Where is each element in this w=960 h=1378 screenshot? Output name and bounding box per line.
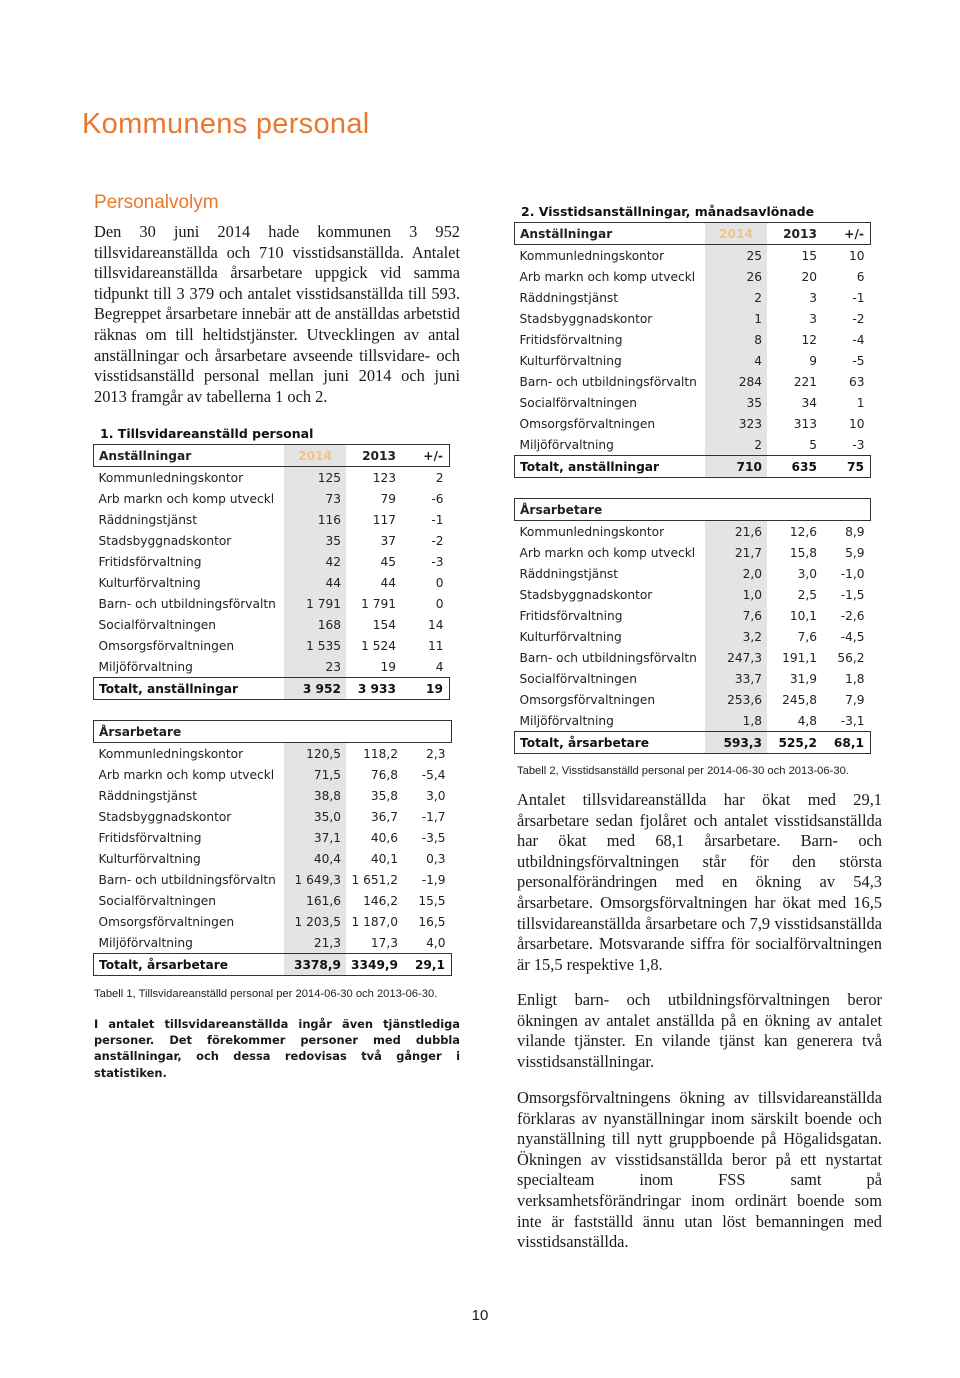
row-label: Arb markn och komp utveckl bbox=[98, 491, 275, 506]
value-diff: -2 bbox=[852, 311, 865, 326]
table-row bbox=[515, 434, 871, 456]
value-diff: -1,7 bbox=[421, 809, 446, 824]
value-2014: 71,5 bbox=[284, 764, 346, 785]
value-2014: 1 649,3 bbox=[284, 869, 346, 890]
value-diff: -3 bbox=[431, 554, 444, 569]
value-2013: 79 bbox=[380, 491, 396, 506]
table-row bbox=[515, 266, 871, 287]
row-label: Räddningstjänst bbox=[519, 566, 619, 581]
value-2013: 40,6 bbox=[370, 830, 399, 845]
value-diff: 2,3 bbox=[426, 746, 446, 761]
row-label: Fritidsförvaltning bbox=[98, 830, 202, 845]
value-2013: 19 bbox=[380, 659, 396, 674]
row-label: Miljöförvaltning bbox=[519, 437, 614, 452]
value-diff: -1,5 bbox=[840, 587, 865, 602]
table1-ars-body bbox=[94, 721, 452, 976]
header-empty-cell bbox=[346, 721, 404, 743]
value-2013: 2,5 bbox=[797, 587, 817, 602]
row-label: Stadsbyggnadskontor bbox=[519, 587, 653, 602]
value-diff: 6 bbox=[856, 269, 865, 284]
value-2013: 154 bbox=[372, 617, 396, 632]
table-row bbox=[515, 689, 871, 710]
table-row bbox=[94, 635, 450, 656]
section-heading: Personalvolym bbox=[94, 192, 219, 213]
total-2014: 710 bbox=[705, 456, 767, 478]
table-total-row bbox=[94, 954, 452, 976]
table-row bbox=[515, 350, 871, 371]
value-2013: 44 bbox=[380, 575, 396, 590]
total-2013: 3 933 bbox=[357, 681, 396, 696]
value-2013: 12 bbox=[801, 332, 817, 347]
total-2013: 3349,9 bbox=[351, 957, 399, 972]
row-label: Räddningstjänst bbox=[98, 788, 198, 803]
table-row bbox=[94, 551, 450, 572]
value-diff: -2,6 bbox=[840, 608, 865, 623]
row-label: Miljöförvaltning bbox=[98, 659, 193, 674]
value-2014: 284 bbox=[705, 371, 767, 392]
table-row bbox=[94, 827, 452, 848]
value-diff: 0 bbox=[435, 575, 444, 590]
table-row bbox=[94, 488, 450, 509]
value-diff: 11 bbox=[427, 638, 444, 653]
right-paragraph-1: Antalet tillsvidareanställda har ökat med 29,1 årsarbetare sedan fjolåret och antalet visstidsanställda har ökat med 68,1 årsarbetare. Barn- och utbildningsförvaltningen står för den största personalförändringen med en ökning av 54,3 årsarbetare. Omsorgsförvaltningen har ökat med 16,5 tillsvidareanställda årsarbetare och 7,9 visstidsanställda årsarbetare. Motsvarande siffra för socialförvaltningen är 15,5 respektive 1,8. bbox=[517, 790, 882, 974]
row-label: Stadsbyggnadskontor bbox=[98, 809, 232, 824]
column-header-diff: +/- bbox=[423, 448, 443, 463]
row-label: Socialförvaltningen bbox=[98, 617, 217, 632]
value-diff: 0 bbox=[435, 596, 444, 611]
column-header-diff: +/- bbox=[844, 226, 864, 241]
value-diff: 7,9 bbox=[845, 692, 865, 707]
value-2013: 3 bbox=[809, 290, 817, 305]
table-row bbox=[94, 932, 452, 954]
row-label: Miljöförvaltning bbox=[98, 935, 193, 950]
total-2014: 3 952 bbox=[284, 678, 346, 700]
row-label: Kulturförvaltning bbox=[98, 575, 201, 590]
value-2014: 35 bbox=[705, 392, 767, 413]
row-label: Omsorgsförvaltningen bbox=[98, 638, 235, 653]
table2-anst-body bbox=[515, 223, 871, 478]
row-label: Stadsbyggnadskontor bbox=[98, 533, 232, 548]
table-row bbox=[94, 467, 450, 489]
row-label: Kulturförvaltning bbox=[519, 629, 622, 644]
row-label: Barn- och utbildningsförvaltn bbox=[98, 596, 276, 611]
row-label: Fritidsförvaltning bbox=[519, 332, 623, 347]
table-header-row bbox=[515, 499, 871, 521]
value-2014: 35 bbox=[284, 530, 346, 551]
value-diff: 4,0 bbox=[426, 935, 446, 950]
note-paragraph: I antalet tillsvidareanställda ingår även tjänstlediga personer. Det förekommer personer med dubbla anställningar, och dessa redovisas två gånger i statistiken. bbox=[94, 1017, 460, 1080]
value-2013: 76,8 bbox=[370, 767, 399, 782]
value-2014: 21,7 bbox=[705, 542, 767, 563]
total-label: Totalt, anställningar bbox=[520, 459, 660, 474]
value-diff: -1 bbox=[852, 290, 865, 305]
total-diff: 68,1 bbox=[833, 735, 864, 750]
table-row bbox=[515, 329, 871, 350]
value-2014: 323 bbox=[705, 413, 767, 434]
value-diff: 56,2 bbox=[837, 650, 865, 665]
column-header-label: Anställningar bbox=[99, 448, 192, 463]
value-diff: 15,5 bbox=[418, 893, 446, 908]
row-label: Kommunledningskontor bbox=[519, 248, 665, 263]
value-2013: 3 bbox=[809, 311, 817, 326]
value-2013: 36,7 bbox=[370, 809, 399, 824]
value-2013: 40,1 bbox=[370, 851, 399, 866]
value-2013: 35,8 bbox=[370, 788, 399, 803]
value-diff: -1,9 bbox=[421, 872, 446, 887]
value-2014: 33,7 bbox=[705, 668, 767, 689]
section-header-label: Årsarbetare bbox=[99, 724, 182, 739]
value-diff: -5 bbox=[852, 353, 865, 368]
value-2014: 8 bbox=[705, 329, 767, 350]
value-2014: 26 bbox=[705, 266, 767, 287]
value-diff: -2 bbox=[431, 533, 444, 548]
value-2014: 3,2 bbox=[705, 626, 767, 647]
table-row bbox=[515, 605, 871, 626]
right-paragraph-3: Omsorgsförvaltningens ökning av tillsvidareanställda förklaras av nyanställningar inom särskilt boende och nyanställning till nytt gruppboende på Högalidsgatan. Ökningen av visstidsanställda beror på ett nystartat specialteam inom FSS samt på verksamhetsförändringar inom ordinärt boende som inte är fastställd ännu utan löst bemanningen med visstidsanställda. bbox=[517, 1088, 882, 1252]
value-2013: 1 524 bbox=[361, 638, 396, 653]
value-2014: 1,0 bbox=[705, 584, 767, 605]
total-label: Totalt, årsarbetare bbox=[99, 957, 229, 972]
value-2013: 245,8 bbox=[782, 692, 817, 707]
value-2013: 12,6 bbox=[789, 524, 817, 539]
value-2014: 1 535 bbox=[284, 635, 346, 656]
header-empty-cell bbox=[767, 499, 823, 521]
total-label: Totalt, anställningar bbox=[99, 681, 239, 696]
value-2014: 1 791 bbox=[284, 593, 346, 614]
table-header-row bbox=[515, 223, 871, 245]
table-row bbox=[94, 806, 452, 827]
table-row bbox=[94, 572, 450, 593]
header-empty-cell bbox=[823, 499, 871, 521]
value-2014: 168 bbox=[284, 614, 346, 635]
table-row bbox=[515, 563, 871, 584]
page-title: Kommunens personal bbox=[82, 108, 370, 140]
total-label: Totalt, årsarbetare bbox=[520, 735, 650, 750]
value-diff: 4 bbox=[435, 659, 444, 674]
value-2013: 15 bbox=[801, 248, 817, 263]
value-diff: 14 bbox=[427, 617, 444, 632]
row-label: Räddningstjänst bbox=[98, 512, 198, 527]
value-2013: 123 bbox=[372, 470, 396, 485]
value-2014: 247,3 bbox=[705, 647, 767, 668]
table-row bbox=[515, 542, 871, 563]
column-header-2013: 2013 bbox=[362, 448, 396, 463]
value-2013: 45 bbox=[380, 554, 396, 569]
row-label: Omsorgsförvaltningen bbox=[98, 914, 235, 929]
value-2013: 1 791 bbox=[361, 596, 396, 611]
row-label: Omsorgsförvaltningen bbox=[519, 692, 656, 707]
row-label: Barn- och utbildningsförvaltn bbox=[98, 872, 276, 887]
value-diff: 8,9 bbox=[845, 524, 865, 539]
column-header-2014: 2014 bbox=[284, 445, 346, 467]
header-empty-cell bbox=[284, 721, 346, 743]
value-2013: 146,2 bbox=[363, 893, 399, 908]
value-2013: 117 bbox=[372, 512, 396, 527]
row-label: Kulturförvaltning bbox=[519, 353, 622, 368]
row-label: Arb markn och komp utveckl bbox=[519, 545, 696, 560]
intro-paragraph: Den 30 juni 2014 hade kommunen 3 952 tillsvidareanställda och 710 visstidsanställda. Antalet tillsvidareanställda årsarbetare uppgick vid samma tidpunkt till 3 379 och antalet visstidsanställda till 593. Begreppet årsarbetare innebär att de anställdas arbetstid räknas om till heltidstjänster. Utvecklingen av antal anställningar och årsarbetare avseende tillsvidare- och visstidsanställd personal mellan juni 2014 och juni 2013 framgår av tabellerna 1 och 2. bbox=[94, 222, 460, 406]
value-2014: 40,4 bbox=[284, 848, 346, 869]
value-2013: 5 bbox=[809, 437, 817, 452]
value-2014: 4 bbox=[705, 350, 767, 371]
table-row bbox=[515, 521, 871, 543]
table-row bbox=[515, 371, 871, 392]
value-2014: 161,6 bbox=[284, 890, 346, 911]
table2-ars-body bbox=[515, 499, 871, 754]
table-row bbox=[515, 710, 871, 732]
table-row bbox=[515, 287, 871, 308]
value-diff: -4 bbox=[852, 332, 865, 347]
table-row bbox=[515, 308, 871, 329]
value-diff: 16,5 bbox=[418, 914, 446, 929]
value-2013: 10,1 bbox=[789, 608, 817, 623]
table-row bbox=[515, 626, 871, 647]
table1-caption: Tabell 1, Tillsvidareanställd personal per 2014-06-30 och 2013-06-30. bbox=[94, 988, 438, 1000]
row-label: Kulturförvaltning bbox=[98, 851, 201, 866]
row-label: Socialförvaltningen bbox=[519, 671, 638, 686]
header-empty-cell bbox=[705, 499, 767, 521]
value-2013: 20 bbox=[801, 269, 817, 284]
table-total-row bbox=[515, 732, 871, 754]
value-diff: 3,0 bbox=[426, 788, 446, 803]
table1-arsarbetare bbox=[93, 720, 452, 976]
value-2014: 2 bbox=[705, 287, 767, 308]
value-2014: 37,1 bbox=[284, 827, 346, 848]
table-row bbox=[94, 764, 452, 785]
value-diff: 2 bbox=[435, 470, 444, 485]
total-diff: 19 bbox=[426, 681, 443, 696]
value-2014: 120,5 bbox=[284, 743, 346, 765]
value-2014: 73 bbox=[284, 488, 346, 509]
page-number: 10 bbox=[471, 1307, 489, 1324]
row-label: Barn- och utbildningsförvaltn bbox=[519, 650, 697, 665]
column-header-2014: 2014 bbox=[705, 223, 767, 245]
value-2013: 34 bbox=[801, 395, 817, 410]
table-row bbox=[94, 743, 452, 765]
value-diff: 1 bbox=[856, 395, 865, 410]
value-diff: 5,9 bbox=[845, 545, 865, 560]
value-diff: 10 bbox=[848, 416, 865, 431]
table2-caption: Tabell 2, Visstidsanställd personal per 2014-06-30 och 2013-06-30. bbox=[517, 765, 849, 777]
table-header-row bbox=[94, 721, 452, 743]
total-2013: 635 bbox=[791, 459, 817, 474]
value-diff: 10 bbox=[848, 248, 865, 263]
value-diff: -1 bbox=[431, 512, 444, 527]
value-2014: 25 bbox=[705, 245, 767, 267]
row-label: Arb markn och komp utveckl bbox=[519, 269, 696, 284]
value-2014: 21,3 bbox=[284, 932, 346, 954]
table1-anst-body bbox=[94, 445, 450, 700]
table-row bbox=[515, 413, 871, 434]
row-label: Kommunledningskontor bbox=[98, 470, 244, 485]
row-label: Omsorgsförvaltningen bbox=[519, 416, 656, 431]
total-2013: 525,2 bbox=[778, 735, 817, 750]
table-row bbox=[94, 614, 450, 635]
value-diff: -3 bbox=[852, 437, 865, 452]
value-2014: 2,0 bbox=[705, 563, 767, 584]
value-2013: 17,3 bbox=[370, 935, 399, 950]
value-diff: 0,3 bbox=[426, 851, 446, 866]
value-2013: 191,1 bbox=[782, 650, 817, 665]
table-row bbox=[94, 848, 452, 869]
table-row bbox=[94, 656, 450, 678]
table2-title: 2. Visstidsanställningar, månadsavlönade bbox=[521, 204, 815, 219]
value-diff: -4,5 bbox=[840, 629, 865, 644]
table1-title: 1. Tillsvidareanställd personal bbox=[100, 426, 314, 441]
column-header-2013: 2013 bbox=[783, 226, 817, 241]
value-2014: 125 bbox=[284, 467, 346, 489]
table2-anstallningar bbox=[514, 222, 871, 478]
table-row bbox=[94, 890, 452, 911]
right-paragraph-2: Enligt barn- och utbildningsförvaltningen beror ökningen av antalet anställda på en ökning av antalet vilande tjänster. En vilande tjänst kan generera två visstidsanställningar. bbox=[517, 990, 882, 1071]
section-header-label: Årsarbetare bbox=[520, 502, 603, 517]
table-row bbox=[94, 869, 452, 890]
table-row bbox=[94, 509, 450, 530]
value-diff: 1,8 bbox=[845, 671, 865, 686]
value-diff: 63 bbox=[848, 374, 865, 389]
value-2013: 3,0 bbox=[797, 566, 817, 581]
header-empty-cell bbox=[404, 721, 452, 743]
total-2014: 593,3 bbox=[705, 732, 767, 754]
row-label: Barn- och utbildningsförvaltn bbox=[519, 374, 697, 389]
value-2013: 221 bbox=[793, 374, 817, 389]
value-2013: 9 bbox=[809, 353, 817, 368]
table1-anstallningar bbox=[93, 444, 450, 700]
table-row bbox=[515, 584, 871, 605]
row-label: Fritidsförvaltning bbox=[98, 554, 202, 569]
value-2013: 37 bbox=[380, 533, 396, 548]
value-2014: 1,8 bbox=[705, 710, 767, 732]
column-header-label: Anställningar bbox=[520, 226, 613, 241]
table-total-row bbox=[94, 678, 450, 700]
value-diff: -3,5 bbox=[421, 830, 446, 845]
value-2013: 313 bbox=[793, 416, 817, 431]
value-2014: 2 bbox=[705, 434, 767, 456]
row-label: Stadsbyggnadskontor bbox=[519, 311, 653, 326]
total-diff: 75 bbox=[847, 459, 864, 474]
row-label: Socialförvaltningen bbox=[519, 395, 638, 410]
value-2013: 31,9 bbox=[789, 671, 817, 686]
table-row bbox=[94, 530, 450, 551]
value-2014: 1 203,5 bbox=[284, 911, 346, 932]
value-2014: 116 bbox=[284, 509, 346, 530]
table-row bbox=[515, 668, 871, 689]
value-2014: 1 bbox=[705, 308, 767, 329]
value-2013: 4,8 bbox=[797, 713, 817, 728]
value-2013: 1 187,0 bbox=[351, 914, 399, 929]
row-label: Socialförvaltningen bbox=[98, 893, 217, 908]
row-label: Fritidsförvaltning bbox=[519, 608, 623, 623]
value-diff: -5,4 bbox=[421, 767, 446, 782]
row-label: Miljöförvaltning bbox=[519, 713, 614, 728]
row-label: Kommunledningskontor bbox=[98, 746, 244, 761]
row-label: Kommunledningskontor bbox=[519, 524, 665, 539]
value-2013: 15,8 bbox=[789, 545, 817, 560]
total-diff: 29,1 bbox=[414, 957, 446, 972]
value-diff: -1,0 bbox=[840, 566, 865, 581]
table-row bbox=[94, 911, 452, 932]
value-2014: 35,0 bbox=[284, 806, 346, 827]
value-2013: 7,6 bbox=[797, 629, 817, 644]
value-2014: 253,6 bbox=[705, 689, 767, 710]
row-label: Arb markn och komp utveckl bbox=[98, 767, 275, 782]
row-label: Räddningstjänst bbox=[519, 290, 619, 305]
value-2013: 118,2 bbox=[363, 746, 399, 761]
value-diff: -6 bbox=[431, 491, 444, 506]
value-2014: 38,8 bbox=[284, 785, 346, 806]
table-row bbox=[94, 785, 452, 806]
value-2014: 23 bbox=[284, 656, 346, 678]
value-2014: 44 bbox=[284, 572, 346, 593]
table-row bbox=[515, 245, 871, 267]
table-row bbox=[515, 647, 871, 668]
table-row bbox=[515, 392, 871, 413]
value-2013: 1 651,2 bbox=[351, 872, 399, 887]
table-header-row bbox=[94, 445, 450, 467]
total-2014: 3378,9 bbox=[284, 954, 346, 976]
table2-arsarbetare bbox=[514, 498, 871, 754]
value-diff: -3,1 bbox=[840, 713, 865, 728]
table-row bbox=[94, 593, 450, 614]
value-2014: 7,6 bbox=[705, 605, 767, 626]
value-2014: 42 bbox=[284, 551, 346, 572]
table-total-row bbox=[515, 456, 871, 478]
value-2014: 21,6 bbox=[705, 521, 767, 543]
